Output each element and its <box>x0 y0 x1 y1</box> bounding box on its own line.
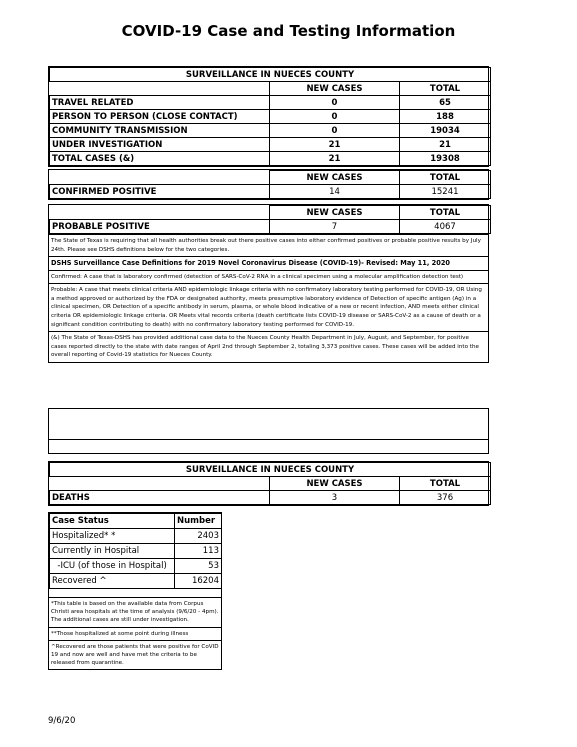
confirmed-new: 14 <box>270 185 400 199</box>
confirmed-label: CONFIRMED POSITIVE <box>50 185 270 199</box>
confirmed-definition: Confirmed: A case that is laboratory confirmed (detection of SARS-CoV-2 RNA in a clinical specimen using a molecular amplification detection test) <box>49 271 488 285</box>
status-value: 113 <box>175 544 222 559</box>
definitions-heading: DSHS Surveillance Case Definitions for 2019 Novel Coronavirus Disease (COVID-19)- Revised: May 11, 2020 <box>49 257 488 271</box>
row-total: 21 <box>400 138 491 152</box>
col-total: TOTAL <box>400 82 491 96</box>
col-number: Number <box>175 514 222 529</box>
table-row <box>50 574 222 589</box>
blank-cell <box>50 82 270 96</box>
table-row <box>50 138 491 152</box>
confirmed-total: 15241 <box>400 185 491 199</box>
blank-cell <box>50 477 270 491</box>
row-label: TOTAL CASES (&) <box>50 152 270 166</box>
table-row <box>50 96 491 110</box>
status-label: Hospitalized* * <box>50 529 175 544</box>
table-row <box>50 110 491 124</box>
probable-new: 7 <box>270 220 400 234</box>
status-note-recovered: ^Recovered are those patients that were positive for CoVID 19 and now are well and have met the criteria to be released from quarantine. <box>49 640 221 670</box>
definitions-box <box>48 256 489 363</box>
deaths-label: DEATHS <box>50 491 270 505</box>
row-total: 19308 <box>400 152 491 166</box>
col-total: TOTAL <box>400 171 491 185</box>
probable-label: PROBABLE POSITIVE <box>50 220 270 234</box>
status-label: -ICU (of those in Hospital) <box>50 559 175 574</box>
surveillance-header: SURVEILLANCE IN NUECES COUNTY <box>50 68 491 82</box>
blank-cell <box>50 171 270 185</box>
table-row <box>50 124 491 138</box>
deaths-header: SURVEILLANCE IN NUECES COUNTY <box>50 463 491 477</box>
spacer <box>49 589 221 597</box>
table-row <box>50 152 491 166</box>
row-label: PERSON TO PERSON (CLOSE CONTACT) <box>50 110 270 124</box>
row-label: UNDER INVESTIGATION <box>50 138 270 152</box>
empty-box <box>48 408 489 454</box>
col-new-cases: NEW CASES <box>270 206 400 220</box>
probable-total: 4067 <box>400 220 491 234</box>
probable-definition: Probable: A case that meets clinical criteria AND epidemiologic linkage criteria with no confirmatory laboratory testing performed for COVID-19, OR Using a method approved or authorized by the FDA or designated authority, meets presumptive laboratory evidence of Detection of specific antigen (Ag) in a clinical specimen, OR Detection of a specific antibody in serum, plasma, or whole blood indicative of a new or recent infection, AND meets either clinical criteria OR epidemiologic linkage criteria. OR Meets vital records criteria (death certificate lists COVID-19 disease or SARS-CoV-2 as a cause of death or a significant condition contributing to death) with no confirmatory laboratory testing performed for COVID-19. <box>49 284 488 332</box>
row-total: 19034 <box>400 124 491 138</box>
empty-row <box>49 409 488 440</box>
table-row <box>50 559 222 574</box>
row-new: 21 <box>270 138 400 152</box>
blank-cell <box>50 206 270 220</box>
deaths-table <box>48 461 489 506</box>
row-new: 0 <box>270 96 400 110</box>
col-case-status: Case Status <box>50 514 175 529</box>
col-new-cases: NEW CASES <box>270 171 400 185</box>
row-new: 0 <box>270 110 400 124</box>
status-value: 2403 <box>175 529 222 544</box>
status-note-hospitalized: **Those hospitalized at some point during illness <box>49 627 221 640</box>
col-total: TOTAL <box>400 206 491 220</box>
row-new: 0 <box>270 124 400 138</box>
probable-note: The State of Texas is requiring that all health authorities break out there positive cases into either confirmed positives or probable positive results by July 24th. Please see DSHS definitions below for the two categories. <box>49 234 488 256</box>
col-total: TOTAL <box>400 477 491 491</box>
confirmed-table <box>48 169 489 200</box>
col-new-cases: NEW CASES <box>270 82 400 96</box>
row-label: COMMUNITY TRANSMISSION <box>50 124 270 138</box>
ampersand-note: (&) The State of Texas-DSHS has provided additional case data to the Nueces County Health Department in July, August, and September, for positive cases reported directly to the state with date ranges of April 2nd through September 2, totaling 3,373 positive cases. These cases will be added into the overall reporting of Covid-19 statistics for Nueces County. <box>51 335 479 359</box>
row-label: TRAVEL RELATED <box>50 96 270 110</box>
status-label: Currently in Hospital <box>50 544 175 559</box>
status-value: 16204 <box>175 574 222 589</box>
col-new-cases: NEW CASES <box>270 477 400 491</box>
case-status-table <box>48 512 222 670</box>
probable-table <box>48 204 489 257</box>
page-title: COVID-19 Case and Testing Information <box>121 22 456 40</box>
status-label: Recovered ^ <box>50 574 175 589</box>
table-row <box>50 544 222 559</box>
status-value: 53 <box>175 559 222 574</box>
table-row <box>50 529 222 544</box>
status-note-table: *This table is based on the available data from Corpus Christi area hospitals at the time of analysis (9/6/20 - 4pm). The additional cases are still under investigation. <box>49 597 221 627</box>
surveillance-table <box>48 66 489 167</box>
deaths-total: 376 <box>400 491 491 505</box>
row-total: 65 <box>400 96 491 110</box>
row-total: 188 <box>400 110 491 124</box>
deaths-new: 3 <box>270 491 400 505</box>
report-date: 9/6/20 <box>48 716 76 726</box>
row-new: 21 <box>270 152 400 166</box>
